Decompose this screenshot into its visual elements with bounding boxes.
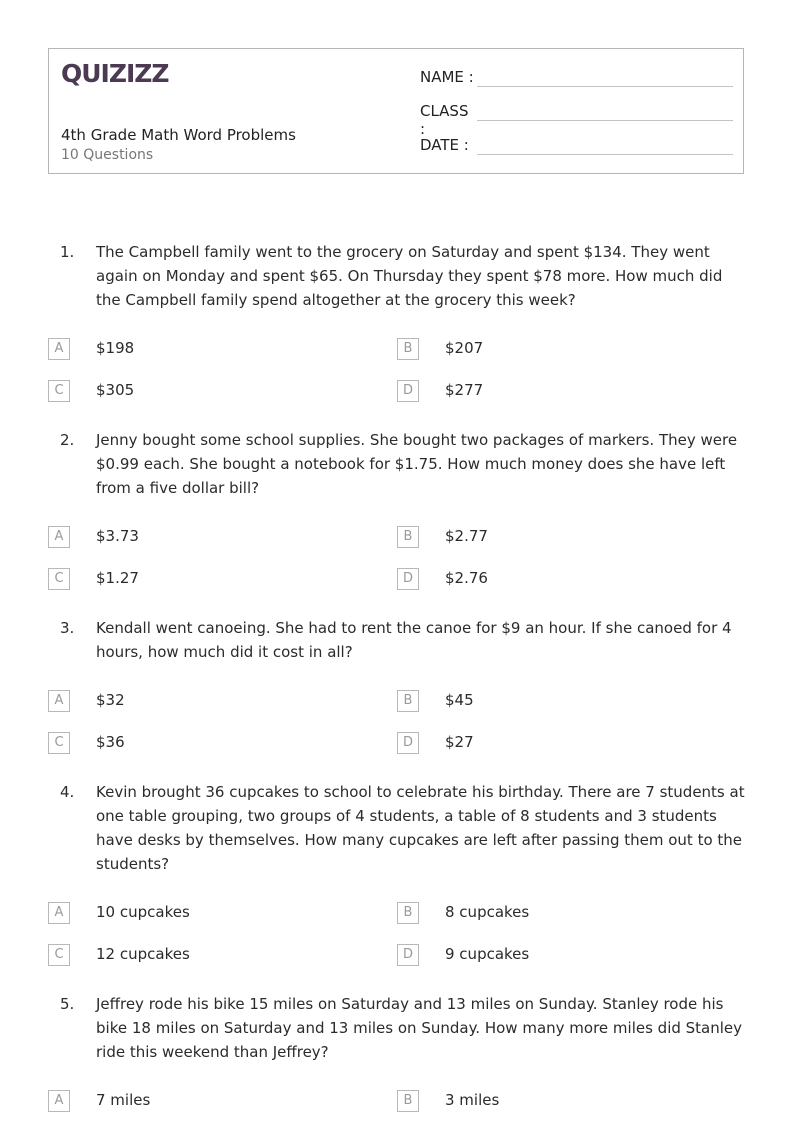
question-number: 2. xyxy=(60,431,75,449)
option-letter-box: A xyxy=(48,902,70,924)
option-text: $2.77 xyxy=(445,527,488,545)
option-letter-box: B xyxy=(397,338,419,360)
date-label: DATE : xyxy=(420,136,469,154)
option-letter-box: B xyxy=(397,902,419,924)
option-text: $198 xyxy=(96,339,135,357)
option-text: 9 cupcakes xyxy=(445,945,530,963)
option-letter-box: A xyxy=(48,338,70,360)
option-text: 10 cupcakes xyxy=(96,903,190,921)
option-text: $2.76 xyxy=(445,569,488,587)
option-text: 3 miles xyxy=(445,1091,500,1109)
option-text: $45 xyxy=(445,691,474,709)
question-number: 5. xyxy=(60,995,75,1013)
option-letter-box: A xyxy=(48,526,70,548)
worksheet-title: 4th Grade Math Word Problems xyxy=(61,126,296,144)
option-text: 12 cupcakes xyxy=(96,945,190,963)
option-letter-box: B xyxy=(397,1090,419,1112)
option-letter-box: C xyxy=(48,944,70,966)
question-text: Jeffrey rode his bike 15 miles on Saturday and 13 miles on Sunday. Stanley rode his bike 18 miles on Saturday and 13 miles on Sunday. How many more miles did Stanley ride this weekend than Jeffrey? xyxy=(96,995,743,1061)
option-text: $27 xyxy=(445,733,474,751)
name-field[interactable] xyxy=(420,68,478,86)
option-text: $207 xyxy=(445,339,484,357)
date-line xyxy=(477,154,733,155)
option-text: 7 miles xyxy=(96,1091,151,1109)
option-text: $277 xyxy=(445,381,484,399)
option-letter-box: C xyxy=(48,568,70,590)
option-letter-box: D xyxy=(397,944,419,966)
question-text: The Campbell family went to the grocery on Saturday and spent $134. They went again on Monday and spent $65. On Thursday they spent $78 more. How much did the Campbell family spend altogether at the grocery this week? xyxy=(96,243,723,309)
question-number: 4. xyxy=(60,783,75,801)
question-text: Kendall went canoeing. She had to rent the canoe for $9 an hour. If she canoed for 4 hours, how much did it cost in all? xyxy=(96,619,732,661)
question-text: Jenny bought some school supplies. She bought two packages of markers. They were $0.99 each. She bought a notebook for $1.75. How much money does she have left from a five dollar bill? xyxy=(96,431,738,497)
option-letter-box: C xyxy=(48,732,70,754)
option-text: 8 cupcakes xyxy=(445,903,530,921)
worksheet-header xyxy=(48,48,744,174)
option-letter-box: B xyxy=(397,526,419,548)
question-number: 1. xyxy=(60,243,75,261)
name-line xyxy=(477,86,733,87)
question-count: 10 Questions xyxy=(61,147,154,163)
class-line xyxy=(477,120,733,121)
class-field[interactable] xyxy=(420,102,478,138)
question-text: Kevin brought 36 cupcakes to school to celebrate his birthday. There are 7 students at one table grouping, two groups of 4 students, a table of 8 students and 3 students have desks by themselves. How many cupcakes are left after passing them out to the students? xyxy=(96,783,745,873)
option-letter-box: A xyxy=(48,1090,70,1112)
option-text: $32 xyxy=(96,691,125,709)
option-letter-box: B xyxy=(397,690,419,712)
option-text: $36 xyxy=(96,733,125,751)
date-field[interactable] xyxy=(420,136,478,154)
option-text: $1.27 xyxy=(96,569,139,587)
option-letter-box: C xyxy=(48,380,70,402)
option-letter-box: D xyxy=(397,732,419,754)
name-label: NAME : xyxy=(420,68,474,86)
question-number: 3. xyxy=(60,619,75,637)
option-text: $3.73 xyxy=(96,527,139,545)
option-text: $305 xyxy=(96,381,135,399)
class-label: CLASS : xyxy=(420,102,469,138)
option-letter-box: D xyxy=(397,380,419,402)
quizizz-logo: QUIZIZZ xyxy=(61,59,169,88)
option-letter-box: D xyxy=(397,568,419,590)
option-letter-box: A xyxy=(48,690,70,712)
